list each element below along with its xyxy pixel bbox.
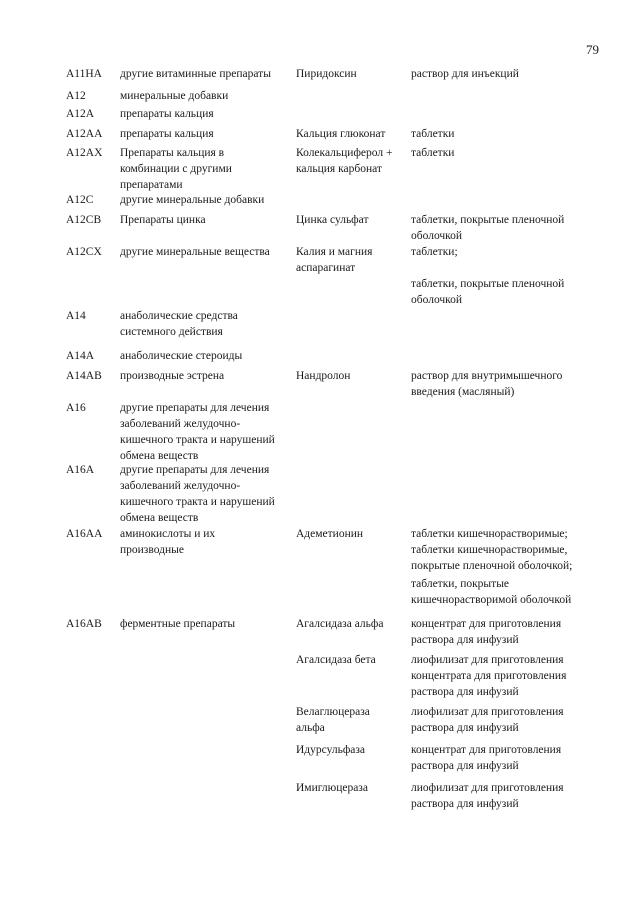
form-cell: лиофилизат для приготовления раствора для инфузий: [411, 782, 564, 810]
substance-cell: Пиридоксин: [296, 68, 357, 80]
group-cell: другие препараты для лечения заболеваний желудочно- кишечного тракта и нарушений обмена веществ: [120, 464, 275, 524]
substance-cell: Велаглюцераза альфа: [296, 706, 370, 734]
code-cell: A12A: [66, 108, 95, 120]
code-cell: A16A: [66, 464, 95, 476]
substance-cell: Агалсидаза бета: [296, 654, 376, 666]
form-cell: таблетки, покрытые кишечнорастворимой оболочкой: [411, 578, 572, 606]
code-cell: A12CX: [66, 246, 102, 258]
page-number: 79: [586, 42, 599, 57]
code-cell: A14A: [66, 350, 95, 362]
group-cell: другие витаминные препараты: [120, 68, 271, 80]
group-cell: анаболические средства системного действия: [120, 310, 238, 338]
code-cell: A16AB: [66, 618, 102, 630]
substance-cell: Кальция глюконат: [296, 128, 386, 140]
code-cell: A14AB: [66, 370, 102, 382]
code-cell: A12CB: [66, 214, 102, 226]
form-cell: таблетки кишечнорастворимые; таблетки кишечнорастворимые, покрытые пленочной оболочкой;: [411, 528, 573, 572]
form-cell: раствор для инъекций: [411, 68, 519, 80]
group-cell: минеральные добавки: [120, 90, 229, 102]
code-cell: A11HA: [66, 68, 102, 80]
substance-cell: Цинка сульфат: [296, 214, 369, 226]
code-cell: A12AA: [66, 128, 103, 140]
substance-cell: Нандролон: [296, 370, 351, 382]
form-cell: таблетки: [411, 128, 455, 140]
group-cell: производные эстрена: [120, 370, 225, 382]
code-cell: A14: [66, 310, 86, 322]
group-cell: Препараты кальция в комбинации с другими препаратами: [120, 147, 232, 191]
substance-cell: Адеметионин: [296, 528, 364, 540]
form-cell: таблетки;: [411, 246, 458, 258]
form-cell: таблетки, покрытые пленочной оболочкой: [411, 214, 565, 242]
form-cell: раствор для внутримышечного введения (масляный): [411, 370, 563, 398]
form-cell: таблетки: [411, 147, 455, 159]
code-cell: A16AA: [66, 528, 103, 540]
code-cell: A12C: [66, 194, 94, 206]
group-cell: другие препараты для лечения заболеваний желудочно- кишечного тракта и нарушений обмена веществ: [120, 402, 275, 462]
form-cell: лиофилизат для приготовления концентрата для приготовления раствора для инфузий: [411, 654, 567, 698]
group-cell: ферментные препараты: [120, 618, 236, 630]
code-cell: A12: [66, 90, 86, 102]
group-cell: другие минеральные добавки: [120, 194, 265, 206]
substance-cell: Калия и магния аспарагинат: [296, 246, 373, 274]
form-cell: концентрат для приготовления раствора для инфузий: [411, 744, 562, 772]
code-cell: A16: [66, 402, 86, 414]
group-cell: Препараты цинка: [120, 214, 206, 226]
group-cell: анаболические стероиды: [120, 350, 243, 362]
form-cell: лиофилизат для приготовления раствора для инфузий: [411, 706, 564, 734]
form-cell: таблетки, покрытые пленочной оболочкой: [411, 278, 565, 306]
substance-cell: Имиглюцераза: [296, 782, 368, 794]
form-cell: концентрат для приготовления раствора для инфузий: [411, 618, 562, 646]
substance-cell: Идурсульфаза: [296, 744, 366, 756]
group-cell: препараты кальция: [120, 128, 214, 140]
group-cell: аминокислоты и их производные: [120, 528, 216, 556]
substance-cell: Колекальциферол + кальция карбонат: [296, 147, 393, 175]
code-cell: A12AX: [66, 147, 103, 159]
group-cell: другие минеральные вещества: [120, 246, 270, 258]
substance-cell: Агалсидаза альфа: [296, 618, 384, 630]
group-cell: препараты кальция: [120, 108, 214, 120]
